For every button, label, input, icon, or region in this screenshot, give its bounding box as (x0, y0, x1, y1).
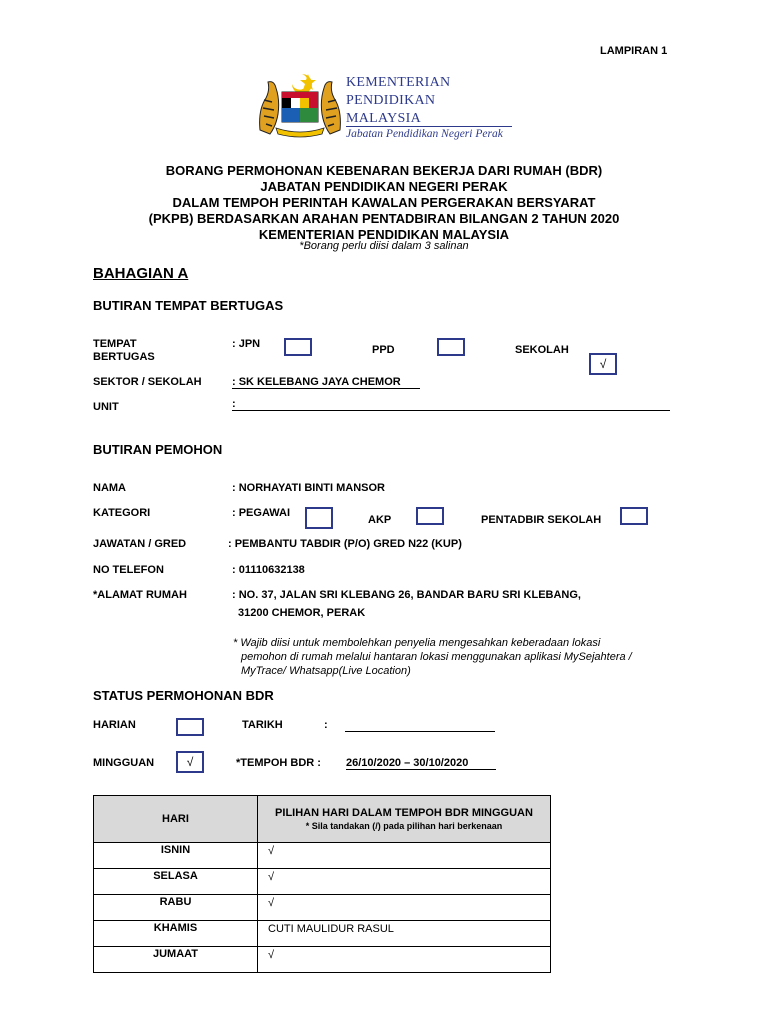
section-a-heading: BAHAGIAN A (93, 265, 189, 282)
table-row (94, 869, 551, 895)
table-row (94, 921, 551, 947)
day-cell: KHAMIS (94, 921, 258, 947)
col-pilihan-header: PILIHAN HARI DALAM TEMPOH BDR MINGGUAN * Sila tandakan (/) pada pilihan hari berkenaan (258, 796, 551, 843)
sektor-value: : SK KELEBANG JAYA CHEMOR (232, 376, 420, 389)
pegawai-checkbox[interactable] (305, 507, 333, 529)
choice-cell[interactable]: CUTI MAULIDUR RASUL (258, 921, 551, 947)
pentadbir-option-label: PENTADBIR SEKOLAH (481, 514, 602, 526)
day-selection-table (93, 795, 551, 973)
sekolah-checkbox[interactable]: √ (589, 353, 617, 375)
choice-cell[interactable]: √ (258, 947, 551, 973)
tempoh-label: *TEMPOH BDR : (236, 757, 321, 769)
table-row (94, 895, 551, 921)
mingguan-label: MINGGUAN (93, 757, 155, 769)
ministry-line-2: PENDIDIKAN (346, 93, 436, 108)
tarikh-colon: : (324, 719, 328, 731)
alamat-line-1: : NO. 37, JALAN SRI KLEBANG 26, BANDAR BARU SRI KLEBANG, (232, 589, 581, 601)
akp-option-label: AKP (368, 514, 392, 526)
harian-label: HARIAN (93, 719, 136, 731)
ministry-line-3: MALAYSIA (346, 111, 422, 126)
day-cell: ISNIN (94, 843, 258, 869)
day-cell: JUMAAT (94, 947, 258, 973)
state-department-name: Jabatan Pendidikan Negeri Perak (346, 126, 512, 140)
form-title (0, 163, 768, 243)
tarikh-label: TARIKH (242, 719, 283, 731)
telefon-label: NO TELEFON (93, 564, 164, 576)
col-hari-header: HARI (94, 796, 258, 843)
ppd-option-label: PPD (372, 344, 395, 356)
sektor-label: SEKTOR / SEKOLAH (93, 376, 202, 388)
jawatan-value: : PEMBANTU TABDIR (P/O) GRED N22 (KUP) (228, 538, 462, 550)
telefon-value: : 01110632138 (232, 564, 305, 576)
coat-of-arms-logo (256, 70, 344, 138)
sekolah-option-label: SEKOLAH (515, 344, 569, 356)
col-pilihan-note: * Sila tandakan (/) pada pilihan hari berkenaan (305, 821, 503, 831)
title-line-5: KEMENTERIAN PENDIDIKAN MALAYSIA (258, 227, 510, 242)
title-line-1: BORANG PERMOHONAN KEBENARAN BEKERJA DARI RUMAH (BDR) (165, 163, 603, 178)
akp-checkbox[interactable] (416, 507, 444, 525)
applicant-heading: BUTIRAN PEMOHON (93, 442, 223, 457)
choice-cell[interactable]: √ (258, 869, 551, 895)
mingguan-checkbox[interactable]: √ (176, 751, 204, 773)
table-row (94, 843, 551, 869)
table-row (94, 947, 551, 973)
day-cell: RABU (94, 895, 258, 921)
unit-label: UNIT (93, 401, 119, 413)
copies-note: *Borang perlu diisi dalam 3 salinan (299, 240, 469, 252)
tempoh-value: 26/10/2020 – 30/10/2020 (346, 757, 496, 770)
title-line-2: JABATAN PENDIDIKAN NEGERI PERAK (260, 179, 508, 194)
title-line-3: DALAM TEMPOH PERINTAH KAWALAN PERGERAKAN BERSYARAT (172, 195, 596, 210)
alamat-label: *ALAMAT RUMAH (93, 589, 187, 601)
jpn-option-label: : JPN (232, 338, 261, 350)
ministry-name (346, 74, 450, 128)
jawatan-label: JAWATAN / GRED (93, 538, 187, 550)
location-note: * Wajib diisi untuk membolehkan penyelia mengesahkan keberadaan lokasi pemohon di rumah melalui hantaran lokasi menggunakan aplikasi MySejahtera / MyTrace/ Whatsapp(Live Location) (233, 637, 632, 677)
workplace-heading: BUTIRAN TEMPAT BERTUGAS (93, 298, 284, 313)
pentadbir-checkbox[interactable] (620, 507, 648, 525)
title-line-4: (PKPB) BERDASARKAN ARAHAN PENTADBIRAN BILANGAN 2 TAHUN 2020 (148, 211, 620, 226)
choice-cell[interactable]: √ (258, 843, 551, 869)
alamat-line-2: 31200 CHEMOR, PERAK (238, 607, 366, 619)
pegawai-option-label: : PEGAWAI (232, 507, 291, 519)
tarikh-field[interactable] (345, 730, 495, 732)
choice-cell[interactable]: √ (258, 895, 551, 921)
nama-value: : NORHAYATI BINTI MANSOR (232, 482, 385, 494)
table-header-row (94, 796, 551, 843)
lampiran-label: LAMPIRAN 1 (600, 45, 668, 57)
ppd-checkbox[interactable] (437, 338, 465, 356)
tempat-label: TEMPAT BERTUGAS (93, 338, 155, 363)
day-cell: SELASA (94, 869, 258, 895)
jpn-checkbox[interactable] (284, 338, 312, 356)
harian-checkbox[interactable] (176, 718, 204, 736)
kategori-label: KATEGORI (93, 507, 151, 519)
nama-label: NAMA (93, 482, 126, 494)
ministry-line-1: KEMENTERIAN (346, 75, 451, 90)
unit-value: : (232, 398, 670, 411)
status-heading: STATUS PERMOHONAN BDR (93, 688, 274, 703)
